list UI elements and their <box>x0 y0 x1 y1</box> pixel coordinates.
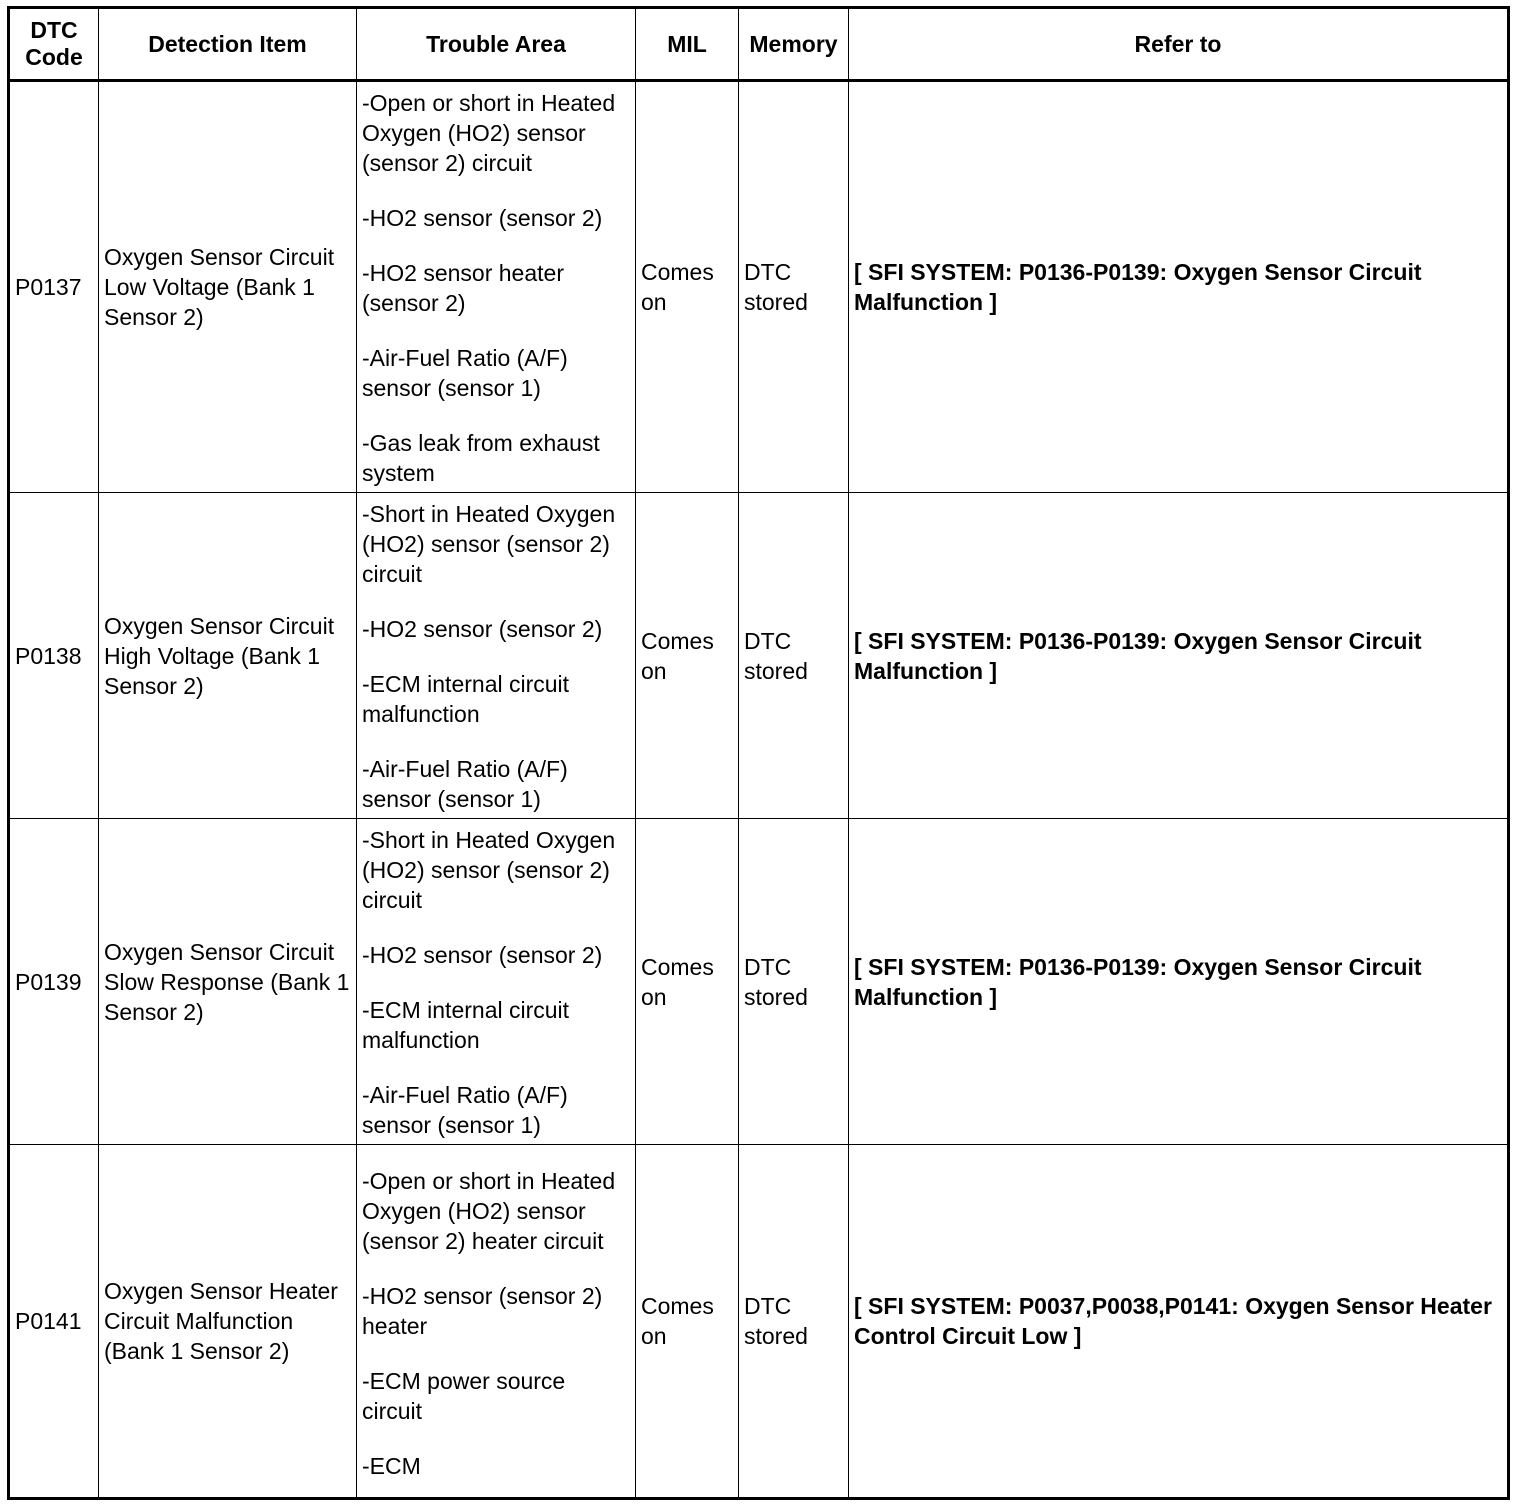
dtc-code-cell: P0141 <box>9 1145 99 1499</box>
trouble-area-list <box>362 82 630 492</box>
trouble-area-cell <box>357 81 636 493</box>
header-dtc-code: DTC Code <box>9 8 99 81</box>
trouble-area-list <box>362 493 630 818</box>
detection-item-cell: Oxygen Sensor Circuit Slow Response (Bank 1 Sensor 2) <box>99 819 357 1145</box>
trouble-area-cell <box>357 819 636 1145</box>
mil-cell: Comes on <box>636 493 739 819</box>
trouble-area-item: -Gas leak from exhaust system <box>362 430 600 486</box>
memory-cell: DTC stored <box>739 81 849 493</box>
trouble-area-item: -ECM internal circuit malfunction <box>362 997 570 1053</box>
table-row <box>9 81 1509 493</box>
table-row <box>9 819 1509 1145</box>
trouble-area-item: -Short in Heated Oxygen (HO2) sensor (sensor 2) circuit <box>362 827 616 913</box>
mil-cell: Comes on <box>636 81 739 493</box>
header-refer-to: Refer to <box>849 8 1509 81</box>
trouble-area-item: -HO2 sensor (sensor 2) <box>362 205 603 231</box>
memory-cell: DTC stored <box>739 819 849 1145</box>
header-memory: Memory <box>739 8 849 81</box>
header-detection-item: Detection Item <box>99 8 357 81</box>
trouble-area-list <box>362 1160 630 1483</box>
refer-to-link[interactable]: [ SFI SYSTEM: P0136-P0139: Oxygen Sensor Circuit Malfunction ] <box>849 81 1509 493</box>
table-header-row <box>9 8 1509 81</box>
memory-cell: DTC stored <box>739 1145 849 1499</box>
trouble-area-item: -Short in Heated Oxygen (HO2) sensor (sensor 2) circuit <box>362 501 616 587</box>
dtc-code-cell: P0139 <box>9 819 99 1145</box>
trouble-area-item: -ECM <box>362 1452 421 1479</box>
refer-to-link[interactable]: [ SFI SYSTEM: P0037,P0038,P0141: Oxygen Sensor Heater Control Circuit Low ] <box>849 1145 1509 1499</box>
trouble-area-item: -Air-Fuel Ratio (A/F) sensor (sensor 1) <box>362 1082 568 1138</box>
dtc-code-cell: P0138 <box>9 493 99 819</box>
dtc-code-cell: P0137 <box>9 81 99 493</box>
trouble-area-item: -ECM power source circuit <box>362 1367 566 1424</box>
trouble-area-cell <box>357 1145 636 1499</box>
trouble-area-cell <box>357 493 636 819</box>
header-trouble-area: Trouble Area <box>357 8 636 81</box>
trouble-area-item: -Air-Fuel Ratio (A/F) sensor (sensor 1) <box>362 756 568 812</box>
mil-cell: Comes on <box>636 1145 739 1499</box>
trouble-area-item: -Air-Fuel Ratio (A/F) sensor (sensor 1) <box>362 345 568 401</box>
mil-cell: Comes on <box>636 819 739 1145</box>
trouble-area-item: -HO2 sensor heater (sensor 2) <box>362 260 564 316</box>
refer-to-link[interactable]: [ SFI SYSTEM: P0136-P0139: Oxygen Sensor Circuit Malfunction ] <box>849 493 1509 819</box>
trouble-area-item: -ECM internal circuit malfunction <box>362 671 570 727</box>
trouble-area-item: -HO2 sensor (sensor 2) heater <box>362 1282 603 1339</box>
memory-cell: DTC stored <box>739 493 849 819</box>
detection-item-cell: Oxygen Sensor Circuit Low Voltage (Bank 1 Sensor 2) <box>99 81 357 493</box>
table-row <box>9 1145 1509 1499</box>
dtc-table <box>7 6 1510 1500</box>
detection-item-cell: Oxygen Sensor Heater Circuit Malfunction (Bank 1 Sensor 2) <box>99 1145 357 1499</box>
trouble-area-item: -Open or short in Heated Oxygen (HO2) sensor (sensor 2) circuit <box>362 90 616 176</box>
table-row <box>9 493 1509 819</box>
trouble-area-item: -HO2 sensor (sensor 2) <box>362 616 603 642</box>
trouble-area-list <box>362 819 630 1144</box>
trouble-area-item: -Open or short in Heated Oxygen (HO2) sensor (sensor 2) heater circuit <box>362 1167 616 1254</box>
detection-item-cell: Oxygen Sensor Circuit High Voltage (Bank 1 Sensor 2) <box>99 493 357 819</box>
header-mil: MIL <box>636 8 739 81</box>
trouble-area-item: -HO2 sensor (sensor 2) <box>362 942 603 968</box>
refer-to-link[interactable]: [ SFI SYSTEM: P0136-P0139: Oxygen Sensor Circuit Malfunction ] <box>849 819 1509 1145</box>
